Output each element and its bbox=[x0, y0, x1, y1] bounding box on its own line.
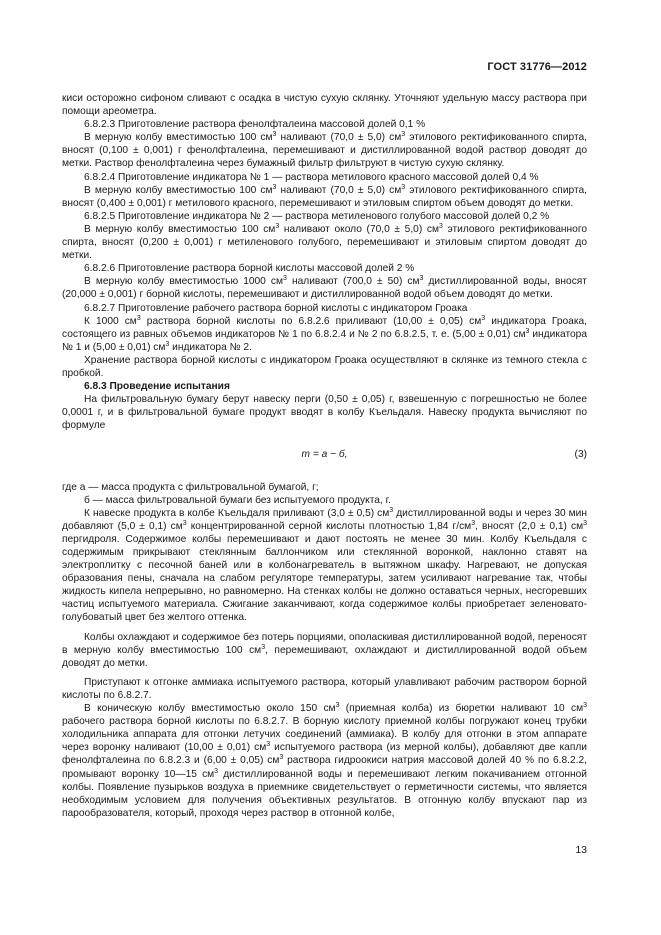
document-number-header: ГОСТ 31776—2012 bbox=[487, 61, 587, 73]
body-text bbox=[62, 92, 587, 820]
paragraph-cooling bbox=[62, 631, 587, 670]
text-span: В мерную колбу вместимостью 100 см bbox=[84, 184, 273, 196]
superscript: 3 bbox=[389, 506, 394, 514]
paragraph-storage: Хранение раствора борной кислоты с индикатором Гроака осуществляют в склянке из темного стекла с пробкой. bbox=[62, 354, 587, 379]
page-number: 13 bbox=[575, 844, 587, 856]
paragraph-continuation: киси осторожно сифоном сливают с осадка в чистую сухую склянку. Уточняют удельную массу раствора при помощи ареометра. bbox=[62, 93, 587, 118]
text-span: наливают около (70,0 ± 5,0) см bbox=[279, 223, 439, 235]
superscript: 3 bbox=[272, 183, 277, 191]
text-span: дистиллированной воды, вносят (20,000 ± 0,001) г борной кислоты, перемешивают и дистиллированной водой объем доводят до метки. bbox=[62, 276, 587, 301]
superscript: 3 bbox=[266, 741, 271, 749]
superscript: 3 bbox=[261, 643, 266, 651]
formula: m = a − б, bbox=[301, 449, 348, 461]
text-span: концентрированной серной кислоты плотностью 1,84 г/см bbox=[186, 520, 472, 532]
formula-number: (3) bbox=[574, 449, 587, 461]
paragraph-boric-acid bbox=[62, 275, 587, 301]
paragraph-ammonia-distillation: Приступают к отгонке аммиака испытуемого раствора, который улавливают рабочим раствором борной кислоты по 6.8.2.7. bbox=[62, 676, 587, 701]
text-span: испытуемого раствора (из мерной колбы), добавляют две капли фенолфталеина по 6.8.2.3 и (6,00 ± 0,05) см bbox=[62, 742, 587, 767]
superscript: 3 bbox=[283, 275, 287, 283]
text-span: К навеске продукта в колбе Къельдаля приливают (3,0 ± 0,5) см bbox=[84, 507, 390, 519]
superscript: 3 bbox=[335, 702, 340, 710]
paragraph-working-solution bbox=[62, 315, 587, 354]
superscript: 3 bbox=[583, 519, 588, 527]
paragraph-kjeldahl-digestion bbox=[62, 507, 587, 625]
text-span: этилового ректификованного спирта, вносят (0,100 ± 0,001) г фенолфталеина, перемешивают и дистиллированной водой раствор доводят до метки. Раствор фенолфталеина через бумажный фильтр фильтруют в чистую сухую склянку. bbox=[62, 132, 588, 170]
paragraph-distillation-procedure bbox=[62, 702, 587, 820]
text-span: индикатора № 2. bbox=[169, 341, 252, 353]
subsection-heading-6827: 6.8.2.7 Приготовление рабочего раствора борной кислоты с индикатором Гроака bbox=[84, 302, 468, 314]
paragraph-methylene-blue bbox=[62, 223, 587, 262]
text-span: , перемешивают, охлаждают и дистиллированной водой объем доводят до метки. bbox=[62, 644, 587, 669]
text-span: дистиллированной воды и через 30 мин добавляют (5,0 ± 0,1) см bbox=[62, 507, 587, 532]
text-span: дистиллированной воды и перемешивают легким покачиванием отгонной колбы. Появление пузырьков воздуха в приемнике свидетельствует о герметичности системы, что является необходимым условием для получения объективных результатов. В отгонную колбу впускают пар из парообразователя, который, проходя через раствор в отгонной колбе, bbox=[62, 768, 587, 819]
text-span: наливают (70,0 ± 5,0) см bbox=[276, 184, 402, 196]
text-span: этилового ректификованного спирта, вносят (0,200 ± 0,001) г метиленового голубого, перемешивают и этиловым спиртом доводят до метки. bbox=[62, 223, 587, 262]
text-span: В коническую колбу вместимостью около 150 см bbox=[84, 703, 336, 715]
text-span: раствора борной кислоты по 6.8.2.6 приливают (10,00 ± 0,05) см bbox=[140, 315, 482, 327]
subsection-heading-6824: 6.8.2.4 Приготовление индикатора № 1 — раствора метилового красного массовой долей 0,4 % bbox=[84, 171, 539, 183]
text-span: раствора гидроокиси натрия массовой долей 40 % по 6.8.2.2, промывают воронку 10—15 см bbox=[62, 755, 587, 780]
superscript: 3 bbox=[165, 340, 170, 348]
superscript: 3 bbox=[481, 314, 486, 322]
superscript: 3 bbox=[525, 327, 530, 335]
paragraph-methyl-red bbox=[62, 184, 587, 210]
superscript: 3 bbox=[401, 183, 406, 191]
superscript: 3 bbox=[279, 754, 284, 762]
superscript: 3 bbox=[401, 131, 406, 139]
text-span: В мерную колбу вместимостью 100 см bbox=[84, 132, 273, 144]
superscript: 3 bbox=[471, 519, 476, 527]
text-span: этилового ректификованного спирта, вносят (0,400 ± 0,001) г метилового красного, перемешивают и этиловым спиртом объем доводят до метки. bbox=[62, 184, 588, 209]
text-span: рабочего раствора борной кислоты по 6.8.2.7. В борную кислоту приемной колбы погружают конец трубки холодильника аппарата для отгонки летучих соединений (аммиака). В колбу для отгонки в этом аппарате через воронку наливают (10,00 ± 0,01) см bbox=[62, 716, 587, 754]
subsection-heading-6825: 6.8.2.5 Приготовление индикатора № 2 — раствора метиленового голубого массовой долей 0,2 % bbox=[84, 210, 550, 222]
subsection-heading-6826: 6.8.2.6 Приготовление раствора борной кислоты массовой долей 2 % bbox=[84, 263, 415, 275]
paragraph-sample-weighing: На фильтровальную бумагу берут навеску перги (0,50 ± 0,05) г, взвешенную с погрешностью не более 0,0001 г, и в фильтровальной бумаге продукт вводят в колбу Къельдаля. Навеску продукта вычисляют по формуле bbox=[62, 394, 587, 432]
superscript: 3 bbox=[419, 275, 424, 283]
text-span: индикатора Гроака, состоящего из равных объемов индикаторов № 1 по 6.8.2.4 и № 2 по 6.8.2.5, т. е. (5,00 ± 0,01) см bbox=[62, 315, 587, 340]
superscript: 3 bbox=[214, 767, 219, 775]
text-span: В мерную колбу вместимостью 1000 см bbox=[84, 276, 284, 288]
text-span: Колбы охлаждают и содержимое без потерь порциями, ополаскивая дистиллированной водой, переносят в мерную колбу вместимостью 100 см bbox=[62, 631, 587, 656]
formula-where-a: где а — масса продукта с фильтровальной бумагой, г; bbox=[62, 481, 319, 493]
superscript: 3 bbox=[438, 222, 443, 230]
text-span: наливают (70,0 ± 5,0) см bbox=[276, 132, 402, 144]
superscript: 3 bbox=[182, 519, 187, 527]
formula-where-b: б — масса фильтровальной бумаги без испытуемого продукта, г. bbox=[84, 494, 391, 506]
superscript: 3 bbox=[583, 702, 587, 710]
text-span: наливают (700,0 ± 50) см bbox=[286, 276, 420, 288]
text-span: индикатора № 1 и (5,00 ± 0,01) см bbox=[62, 328, 587, 353]
text-span: , вносят (2,0 ± 0,1) см bbox=[475, 520, 584, 532]
paragraph-phenolphthalein bbox=[62, 131, 587, 170]
subsection-heading-6823: 6.8.2.3 Приготовление раствора фенолфталеина массовой долей 0,1 % bbox=[84, 119, 426, 131]
text-span: В мерную колбу вместимостью 100 см bbox=[84, 223, 276, 235]
superscript: 3 bbox=[272, 131, 277, 139]
superscript: 3 bbox=[275, 222, 280, 230]
text-span: (приемная колба) из бюретки наливают 10 см bbox=[339, 703, 584, 715]
text-span: К 1000 см bbox=[84, 315, 137, 327]
superscript: 3 bbox=[136, 314, 141, 322]
section-heading-683: 6.8.3 Проведение испытания bbox=[84, 381, 230, 393]
formula-block bbox=[62, 448, 587, 461]
text-span: пергидроля. Содержимое колбы перемешивают и дают постоять не менее 30 мин. Колбу Къельдаля с содержимым прикрывают стеклянным баллончиком или стеклянной воронкой, наклонно ставят на электроплитку с песочной баней или в колбонагреватель в вытяжном шкафу. Нагревают, не допуская образования пены, сначала на слабом регуляторе температуры, затем усиливают нагревание так, чтобы жидкость кипела непрерывно, но равномерно. На стенках колбы не должно оставаться черных, несгоревших частиц испытуемого материала. Сжигание заканчивают, когда содержимое колбы приобретает зеленовато-голубоватый цвет без желтого оттенка. bbox=[62, 533, 587, 624]
